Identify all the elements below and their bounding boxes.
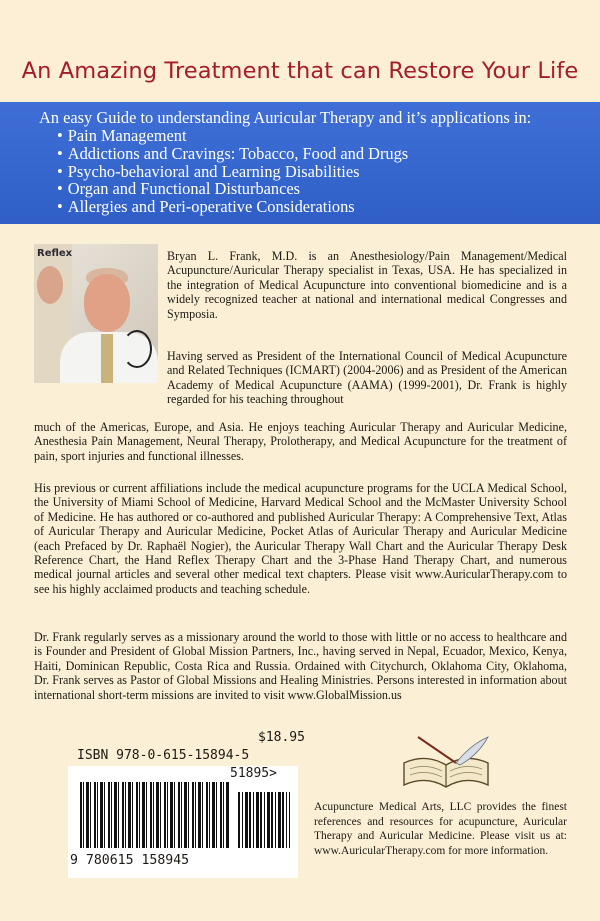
barcode	[68, 766, 298, 878]
addon-bars	[238, 792, 290, 848]
topics-band	[0, 102, 600, 224]
header-band	[0, 0, 600, 102]
bio-paragraph-3: His previous or current affiliations include the medical acupuncture programs for the UCLA Medical School, the University of Miami School of Medicine, Harvard Medical School and the McMaster University School of Medicine. He has authored or co-authored and published Auricular Therapy: A Comprehensive Text, Atlas of Auricular Therapy and Auricular Medicine, Pocket Atlas of Auricular Therapy and Auricular Medicine (each Prefaced by Dr. Raphaël Nogier), the Auricular Therapy Wall Chart and the Auricular Therapy Desk Reference Chart, the Hand Reflex Therapy Chart and the 3-Phase Hand Therapy Chart, and numerous medical journal articles and several other medical text chapters. Please visit www.AuricularTherapy.com to see his highly acclaimed products and teaching schedule.	[34, 481, 567, 596]
cover-headline: An Amazing Treatment that can Restore Your Life	[21, 58, 579, 84]
barcode-digits: 9 780615 158945	[70, 853, 190, 868]
bio-paragraph-1: Bryan L. Frank, M.D. is an Anesthesiology/Pain Management/Medical Acupuncture/Auricular Therapy specialist in Texas, USA. He has specialized in the integration of Medical Acupuncture into conventional biomedicine and is a widely recognized teacher at national and international medical Congresses and Symposia.	[167, 249, 567, 321]
ean-bars	[80, 782, 230, 848]
author-photo	[34, 244, 158, 383]
necktie	[101, 334, 113, 383]
bio-paragraph-4: Dr. Frank regularly serves as a missionary around the world to those with little or no access to healthcare and is Founder and President of Global Mission Partners, Inc., having served in Nepal, Ecuador, Mexico, Kenya, Haiti, Dominican Republic, Costa Rica and Russia. Ordained with Citychurch, Oklahoma City, Oklahoma, Dr. Frank serves as Pastor of Global Missions and Healing Ministries. Persons interested in information about international short-term missions are invited to visit www.GlobalMission.us	[34, 630, 567, 702]
topic-item: • Organ and Functional Disturbances	[57, 180, 408, 198]
open-book-quill-icon	[398, 733, 494, 791]
topic-item: • Pain Management	[57, 127, 408, 145]
author-face	[84, 274, 130, 332]
topics-intro: An easy Guide to understanding Auricular Therapy and it’s applications in:	[39, 108, 532, 127]
topic-item: • Allergies and Peri-operative Considerations	[57, 198, 408, 216]
poster-label: Reflex	[37, 248, 73, 259]
publisher-blurb: Acupuncture Medical Arts, LLC provides the finest references and resources for acupuncture, Auricular Therapy and Auricular Medicine. Please visit us at: www.AuricularTherapy.com for more information.	[314, 801, 567, 857]
isbn-label: ISBN 978-0-615-15894-5	[77, 748, 250, 763]
topic-item: • Psycho-behavioral and Learning Disabilities	[57, 163, 408, 181]
addon-number: 51895>	[230, 766, 277, 781]
stethoscope-icon	[122, 330, 152, 368]
topics-list	[57, 127, 408, 216]
ear-illustration	[37, 266, 63, 304]
bio-paragraph-2-end: much of the Americas, Europe, and Asia. He enjoys teaching Auricular Therapy and Auricular Medicine, Anesthesia Pain Management, Neural Therapy, Prolotherapy, and Medical Acupuncture for the treatment of pain, sport injuries and functional illnesses.	[34, 420, 567, 463]
price-label: $18.95	[258, 730, 305, 745]
topic-item: • Addictions and Cravings: Tobacco, Food and Drugs	[57, 145, 408, 163]
bio-paragraph-2-start: Having served as President of the International Council of Medical Acupuncture and Related Techniques (ICMART) (2004-2006) and as President of the American Academy of Medical Acupuncture (AAMA) (1999-2001), Dr. Frank is highly regarded for his teaching throughout	[167, 349, 567, 407]
